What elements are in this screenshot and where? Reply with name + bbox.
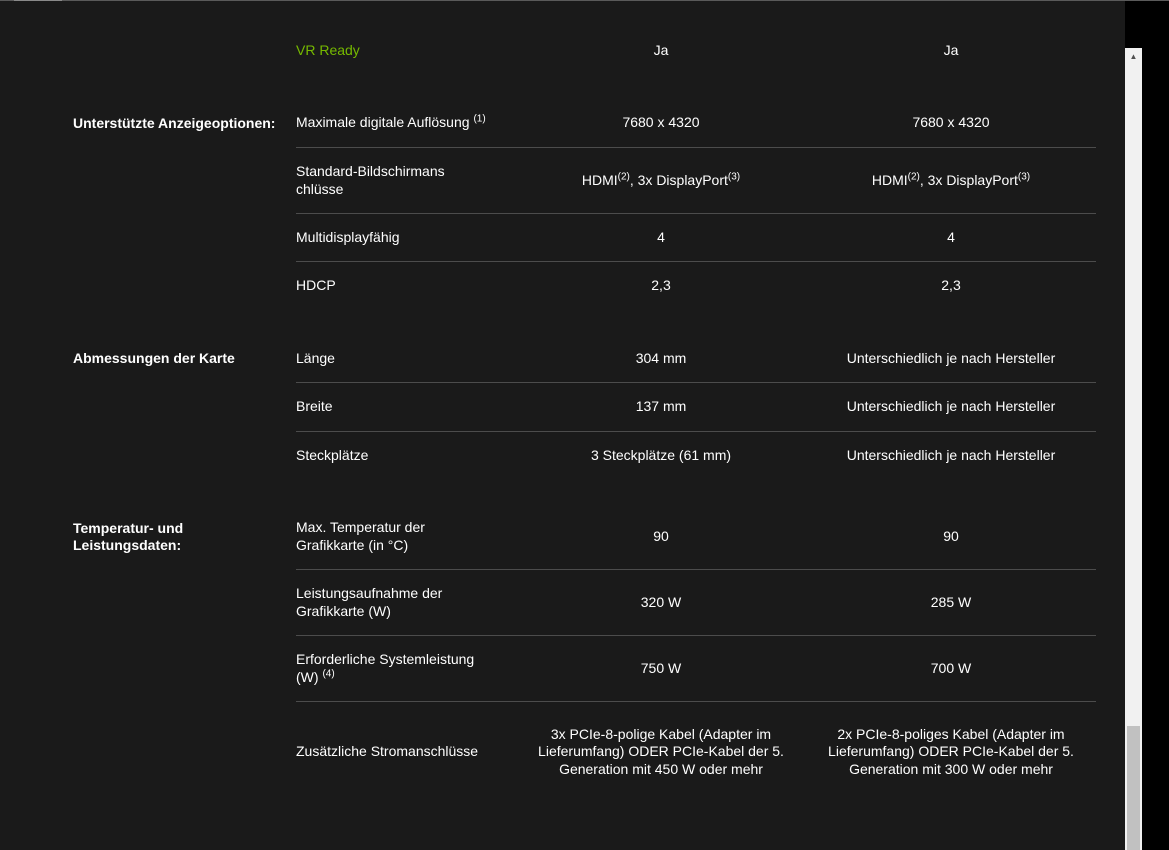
spec-value-hdcp-1: 2,3 bbox=[651, 276, 671, 293]
spec-label-multidisplay: Multidisplayfähig bbox=[296, 228, 400, 245]
spec-row-max-resolution bbox=[296, 99, 1096, 148]
spec-value-slots-2: Unterschiedlich je nach Hersteller bbox=[846, 446, 1056, 463]
spec-row-power-draw bbox=[296, 570, 1096, 636]
spec-value-standard-ports-2 bbox=[806, 148, 1096, 213]
spec-value-multidisplay-2: 4 bbox=[947, 228, 955, 245]
spec-value-power-draw-2: 285 W bbox=[930, 593, 972, 610]
footnote-ref-3[interactable]: (3) bbox=[727, 171, 741, 183]
spec-label-power-draw: Leistungsaufnahme der Grafikkarte (W) bbox=[296, 585, 443, 619]
footnote-ref-2[interactable]: (2) bbox=[617, 171, 630, 183]
spec-row-extra-power bbox=[296, 702, 1096, 802]
spec-value-power-draw-1: 320 W bbox=[640, 593, 682, 610]
spec-label-length: Länge bbox=[296, 349, 335, 366]
spec-value-max-temp-1: 90 bbox=[653, 527, 669, 544]
spec-value-length-1: 304 mm bbox=[635, 349, 687, 366]
spec-value-extra-power-2: 2x PCIe-8-poliges Kabel (Adapter im Lieferumfang) ODER PCIe-Kabel der 5. Generation mit 300 W oder mehr bbox=[828, 725, 1074, 777]
spec-row-vr-ready bbox=[296, 40, 1096, 62]
footnote-ref-3[interactable]: (3) bbox=[1017, 171, 1031, 183]
section-title-thermal-power: Temperatur- und Leistungsdaten: bbox=[73, 520, 184, 553]
spec-value-vr-ready-1: Ja bbox=[653, 42, 669, 59]
spec-label-max-resolution bbox=[296, 99, 496, 147]
spec-value-system-power-1: 750 W bbox=[640, 659, 682, 676]
spec-row-system-power bbox=[296, 636, 1096, 702]
spec-row-width bbox=[296, 383, 1096, 432]
specs-page bbox=[0, 1, 1125, 850]
spec-value-width-2: Unterschiedlich je nach Hersteller bbox=[846, 398, 1056, 415]
spec-row-slots bbox=[296, 432, 1096, 479]
port-displayport: , 3x DisplayPort bbox=[919, 171, 1018, 188]
spec-row-standard-ports bbox=[296, 148, 1096, 214]
scroll-up-arrow-icon[interactable]: ▲ bbox=[1129, 52, 1138, 61]
spec-label-system-power-text: Erforderliche Systemleistung (W) bbox=[296, 651, 475, 685]
spec-label-max-temp: Max. Temperatur der Grafikkarte (in °C) bbox=[296, 519, 425, 553]
spec-label-standard-ports bbox=[296, 148, 446, 213]
spec-label-system-power bbox=[296, 636, 496, 701]
spec-value-standard-ports-1 bbox=[516, 148, 806, 213]
footnote-ref-4[interactable]: (4) bbox=[322, 667, 335, 679]
vertical-scrollbar[interactable] bbox=[1125, 48, 1142, 850]
spec-label-extra-power: Zusätzliche Stromanschlüsse bbox=[296, 743, 479, 760]
spec-value-hdcp-2: 2,3 bbox=[941, 276, 961, 293]
spec-label-vr-ready: VR Ready bbox=[296, 42, 360, 59]
spec-label-hdcp: HDCP bbox=[296, 276, 336, 293]
spec-value-length-2: Unterschiedlich je nach Hersteller bbox=[846, 349, 1056, 366]
footnote-ref-2[interactable]: (2) bbox=[907, 171, 920, 183]
spec-label-max-resolution-text: Maximale digitale Auflösung bbox=[296, 114, 474, 131]
spec-value-vr-ready-2: Ja bbox=[943, 42, 959, 59]
spec-value-extra-power-1: 3x PCIe-8-polige Kabel (Adapter im Lieferumfang) ODER PCIe-Kabel der 5. Generation mit 450 W oder mehr bbox=[538, 725, 784, 777]
spec-row-hdcp bbox=[296, 262, 1096, 309]
port-displayport: , 3x DisplayPort bbox=[629, 171, 728, 188]
footnote-ref-1[interactable]: (1) bbox=[473, 113, 486, 125]
spec-value-max-resolution-2: 7680 x 4320 bbox=[912, 114, 990, 131]
spec-value-max-resolution-1: 7680 x 4320 bbox=[622, 114, 700, 131]
scrollbar-thumb[interactable] bbox=[1127, 726, 1140, 850]
port-hdmi: HDMI bbox=[871, 171, 908, 188]
spec-row-multidisplay bbox=[296, 214, 1096, 262]
spec-value-max-temp-2: 90 bbox=[943, 527, 959, 544]
spec-value-slots-1: 3 Steckplätze (61 mm) bbox=[590, 446, 732, 463]
port-hdmi: HDMI bbox=[581, 171, 618, 188]
section-title-display-options: Unterstützte Anzeigeoptionen: bbox=[73, 115, 276, 131]
window-right-edge bbox=[1142, 1, 1169, 850]
spec-value-multidisplay-1: 4 bbox=[657, 228, 665, 245]
spec-value-width-1: 137 mm bbox=[635, 398, 687, 415]
spec-row-length bbox=[296, 335, 1096, 383]
spec-value-system-power-2: 700 W bbox=[930, 659, 972, 676]
spec-label-standard-ports-text: Standard-Bildschirmanschlüsse bbox=[296, 163, 445, 197]
spec-row-max-temp bbox=[296, 504, 1096, 570]
spec-label-width: Breite bbox=[296, 398, 333, 415]
spec-label-slots: Steckplätze bbox=[296, 446, 369, 463]
section-title-card-dimensions: Abmessungen der Karte bbox=[73, 350, 235, 366]
